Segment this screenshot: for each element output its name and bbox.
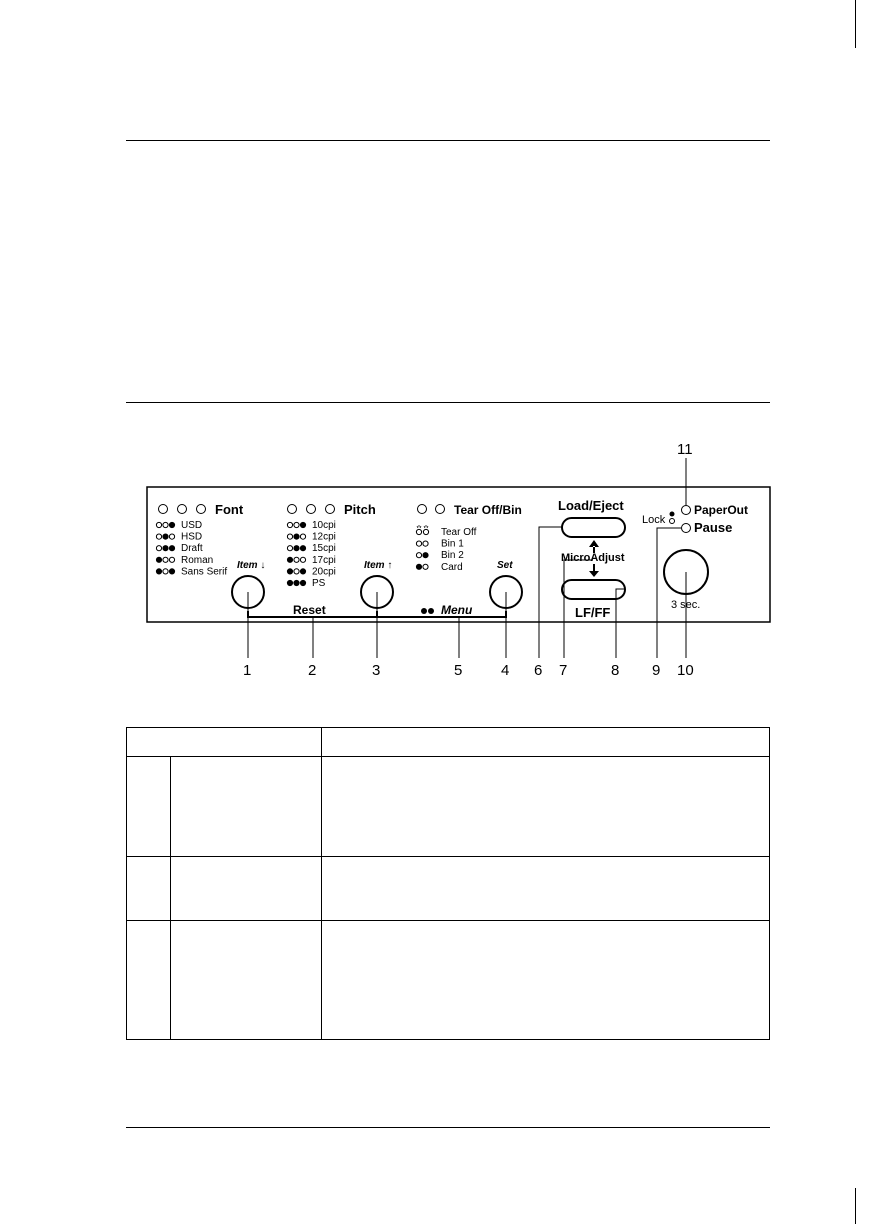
callout-9: 9 [652,662,661,679]
font-pattern-dot [163,569,168,574]
tearoff-flash-rays [424,525,428,528]
font-pattern-dot [156,557,161,562]
tearoff-pattern-dot [416,529,421,534]
font-pattern-dot [169,534,174,539]
micro-adjust-label: MicroAdjust [561,552,625,564]
font-pattern-dot [163,546,168,551]
font-title: Font [215,502,244,517]
tearoff-pattern-dot [423,541,428,546]
table-cell [127,857,171,921]
pitch-pattern-dot [294,569,299,574]
item-up-label: Item ↑ [364,560,393,571]
tearoff-led-1 [418,505,427,514]
pitch-pattern-dot [287,534,292,539]
table-header-row [127,728,770,757]
pitch-pattern-dot [300,534,305,539]
tearoff-pattern-dot [416,564,421,569]
font-pattern-dot [163,557,168,562]
callout-7: 7 [559,662,568,679]
font-item-label: Roman [181,554,214,566]
callout-4: 4 [501,662,510,679]
callout-2: 2 [308,662,317,679]
pitch-pattern-dot [300,522,305,527]
callout-5: 5 [454,662,463,679]
font-pattern-dot [156,534,161,539]
table-cell [127,921,171,1040]
pause-duration-label: 3 sec. [671,599,701,611]
font-pattern-dot [169,569,174,574]
pitch-pattern-dot [287,546,292,551]
lock-dot-2 [670,519,675,524]
menu-dot-2 [428,608,434,614]
pause-led [682,524,691,533]
pitch-pattern-dot [300,580,305,585]
table-cell [322,857,770,921]
pitch-item-label: 20cpi [312,566,336,578]
tearoff-pattern-dot [423,553,428,558]
callout-3: 3 [372,662,381,679]
font-pattern-dot [156,569,161,574]
pitch-title: Pitch [344,502,376,517]
reset-label: Reset [293,603,326,617]
font-pattern-dot [169,557,174,562]
pitch-pattern-dot [294,580,299,585]
callout-10: 10 [677,662,694,679]
item-down-label: Item ↓ [237,560,266,571]
lock-dot-1 [670,512,675,517]
table-row [127,857,770,921]
pitch-led-1 [288,505,297,514]
pitch-pattern-dot [294,534,299,539]
callout-1: 1 [243,662,252,679]
table-cell [322,757,770,857]
menu-dot-1 [421,608,427,614]
pitch-pattern-dot [294,557,299,562]
font-list [156,520,227,577]
pitch-pattern-dot [300,557,305,562]
font-pattern-dot [163,522,168,527]
paper-out-led [682,506,691,515]
load-eject-button[interactable] [562,518,625,537]
table-cell [171,757,322,857]
table-header-cell [322,728,770,757]
font-item-label: Sans Serif [181,566,228,578]
pitch-item-label: PS [312,578,326,589]
pitch-pattern-dot [287,522,292,527]
pitch-pattern-dot [287,569,292,574]
tearoff-pattern-dot [416,553,421,558]
table-cell [127,757,171,857]
callout-8: 8 [611,662,620,679]
set-label: Set [497,560,513,571]
tearoff-item-label: Bin 2 [441,550,464,562]
lf-ff-label: LF/FF [575,605,611,620]
menu-label: Menu [441,603,473,617]
tearoff-list [416,525,476,573]
crop-mark-bottom [855,1188,856,1224]
tearoff-item-label: Bin 1 [441,538,464,550]
pitch-list [287,520,336,589]
tearoff-item-label: Card [441,561,463,573]
tearoff-pattern-dot [423,529,428,534]
load-eject-label: Load/Eject [558,498,624,513]
table-cell [322,921,770,1040]
pitch-item-label: 17cpi [312,554,336,566]
footer-rule [126,1127,770,1128]
font-led-2 [178,505,187,514]
table-cell [171,857,322,921]
pitch-led-2 [307,505,316,514]
paper-out-label: PaperOut [694,503,749,517]
pitch-pattern-dot [300,546,305,551]
pitch-pattern-dot [294,522,299,527]
lock-label: Lock [642,514,666,526]
font-led-1 [159,505,168,514]
font-pattern-dot [169,546,174,551]
table-cell [171,921,322,1040]
tearoff-flash-rays [417,525,421,528]
pitch-led-3 [326,505,335,514]
pitch-pattern-dot [300,569,305,574]
table-header-cell [127,728,322,757]
tearoff-pattern-dot [423,564,428,569]
pitch-item-label: 12cpi [312,531,336,543]
tearoff-pattern-dot [416,541,421,546]
pitch-pattern-dot [287,580,292,585]
font-item-label: HSD [181,531,203,543]
font-pattern-dot [156,546,161,551]
key-table [126,727,770,1040]
callout-11: 11 [677,441,693,458]
pause-label: Pause [694,520,733,535]
table-row [127,757,770,857]
tearoff-title: Tear Off/Bin [454,503,522,517]
font-item-label: USD [181,520,203,531]
pitch-item-label: 10cpi [312,520,336,531]
font-item-label: Draft [181,543,203,555]
font-led-3 [197,505,206,514]
font-pattern-dot [163,534,168,539]
micro-down-arrow-icon [589,564,599,577]
pitch-pattern-dot [287,557,292,562]
tearoff-led-2 [436,505,445,514]
callout-6: 6 [534,662,543,679]
font-pattern-dot [169,522,174,527]
pitch-pattern-dot [294,546,299,551]
table-row [127,921,770,1040]
tearoff-item-label: Tear Off [441,527,477,538]
font-group [156,502,265,608]
font-pattern-dot [156,522,161,527]
pitch-item-label: 15cpi [312,543,336,555]
